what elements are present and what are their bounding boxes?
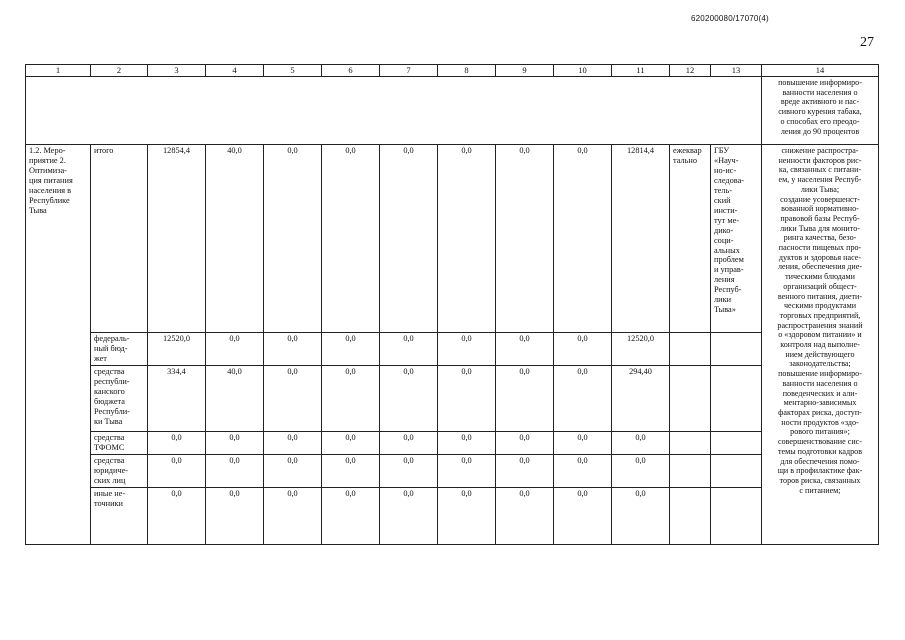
measure-name: 1.2. Меро- приятие 2. Оптимиза- ция питания населения в Республике Тыва — [26, 145, 91, 545]
document-id: 620200080/17070(4) — [691, 14, 769, 23]
executor-cell — [711, 333, 762, 366]
amount-cell: 0,0 — [554, 488, 612, 545]
funding-source: средства ТФОМС — [91, 432, 148, 455]
period-cell — [670, 455, 711, 488]
column-header: 8 — [438, 65, 496, 77]
amount-cell: 334,4 — [148, 366, 206, 432]
amount-cell: 0,0 — [438, 488, 496, 545]
amount-cell: 0,0 — [264, 333, 322, 366]
column-header: 4 — [206, 65, 264, 77]
amount-cell: 0,0 — [322, 333, 380, 366]
amount-cell: 0,0 — [554, 432, 612, 455]
column-number-row — [26, 65, 879, 77]
executor-cell — [711, 432, 762, 455]
continued-result-text: повышение информиро- ванности населения о вреде активного и пас- сивного курения табака, о способах его преодо- ления до 90 процентов — [762, 77, 879, 145]
amount-cell: 0,0 — [380, 455, 438, 488]
amount-cell: 12520,0 — [612, 333, 670, 366]
column-header: 6 — [322, 65, 380, 77]
table-row — [26, 333, 879, 366]
amount-cell: 0,0 — [322, 366, 380, 432]
table-row — [26, 488, 879, 545]
period-cell: ежеквар тально — [670, 145, 711, 333]
period-cell — [670, 366, 711, 432]
column-header: 1 — [26, 65, 91, 77]
result-cell: снижение распростра- ненности факторов рис- ка, связанных с питани- ем, у населения Респуб- лики Тыва; создание усовершенст- вованной нормативно- правовой базы Респуб- лики Тыва для монито- ринга качества, безо- пасности пищевых про- дуктов и здоровья насе- ления, обеспечения дие- тическими блюдами организаций общест- венного питания, диети- ческими продуктами торговых предприятий, распространения знаний о «здоровом питании» и контроля над выполне- нием действующего законодательства; повышение информиро- ванности населения о поведенческих и али- ментарно-зависимых факторах риска, доступ- ности продуктов «здо- рового питания»; совершенствование сис- темы подготовки кадров для обеспечения помо- щи в профилактике фак- торов риска, связанных с питанием; — [762, 145, 879, 545]
executor-cell — [711, 366, 762, 432]
amount-cell: 0,0 — [148, 432, 206, 455]
page-number: 27 — [860, 35, 874, 50]
column-header: 5 — [264, 65, 322, 77]
amount-cell: 0,0 — [612, 488, 670, 545]
column-header: 11 — [612, 65, 670, 77]
amount-cell: 0,0 — [554, 455, 612, 488]
amount-cell: 0,0 — [496, 488, 554, 545]
amount-cell: 0,0 — [264, 432, 322, 455]
amount-cell: 0,0 — [322, 488, 380, 545]
amount-cell: 12854,4 — [148, 145, 206, 333]
amount-cell: 0,0 — [438, 455, 496, 488]
amount-cell: 40,0 — [206, 145, 264, 333]
executor-cell — [711, 488, 762, 545]
amount-cell: 0,0 — [496, 432, 554, 455]
amount-cell: 0,0 — [380, 333, 438, 366]
amount-cell: 0,0 — [554, 145, 612, 333]
column-header: 7 — [380, 65, 438, 77]
table-row — [26, 455, 879, 488]
amount-cell: 0,0 — [380, 432, 438, 455]
amount-cell: 0,0 — [496, 455, 554, 488]
amount-cell: 40,0 — [206, 366, 264, 432]
period-cell — [670, 432, 711, 455]
amount-cell: 12520,0 — [148, 333, 206, 366]
column-header: 14 — [762, 65, 879, 77]
executor-cell — [711, 455, 762, 488]
amount-cell: 0,0 — [206, 488, 264, 545]
period-cell — [670, 488, 711, 545]
amount-cell: 0,0 — [380, 145, 438, 333]
amount-cell: 0,0 — [612, 432, 670, 455]
amount-cell: 0,0 — [206, 333, 264, 366]
amount-cell: 0,0 — [206, 455, 264, 488]
amount-cell: 0,0 — [380, 366, 438, 432]
column-header: 13 — [711, 65, 762, 77]
amount-cell: 0,0 — [322, 432, 380, 455]
amount-cell: 294,40 — [612, 366, 670, 432]
amount-cell: 0,0 — [206, 432, 264, 455]
amount-cell: 0,0 — [496, 145, 554, 333]
amount-cell: 0,0 — [554, 366, 612, 432]
amount-cell: 0,0 — [438, 145, 496, 333]
amount-cell: 0,0 — [554, 333, 612, 366]
column-header: 2 — [91, 65, 148, 77]
amount-cell: 0,0 — [380, 488, 438, 545]
amount-cell: 0,0 — [438, 366, 496, 432]
column-header: 3 — [148, 65, 206, 77]
amount-cell: 0,0 — [264, 488, 322, 545]
funding-source: федераль- ный бюд- жет — [91, 333, 148, 366]
amount-cell: 12814,4 — [612, 145, 670, 333]
table-row — [26, 366, 879, 432]
amount-cell: 0,0 — [496, 366, 554, 432]
column-header: 10 — [554, 65, 612, 77]
column-header: 12 — [670, 65, 711, 77]
amount-cell: 0,0 — [148, 488, 206, 545]
executor-cell: ГБУ «Науч- но-ис- следова- тель- ский инсти- тут ме- дико- соци- альных проблем и управ- ления Респуб- лики Тыва» — [711, 145, 762, 333]
amount-cell: 0,0 — [438, 432, 496, 455]
amount-cell: 0,0 — [438, 333, 496, 366]
funding-source: средства юридиче- ских лиц — [91, 455, 148, 488]
continuation-row — [26, 77, 879, 145]
funding-source: иные не- точники — [91, 488, 148, 545]
amount-cell: 0,0 — [322, 455, 380, 488]
amount-cell: 0,0 — [148, 455, 206, 488]
table-row — [26, 432, 879, 455]
funding-source: средства республи- канского бюджета Республи- ки Тыва — [91, 366, 148, 432]
amount-cell: 0,0 — [322, 145, 380, 333]
amount-cell: 0,0 — [264, 455, 322, 488]
table-row — [26, 145, 879, 333]
amount-cell: 0,0 — [612, 455, 670, 488]
amount-cell: 0,0 — [496, 333, 554, 366]
funding-source: итого — [91, 145, 148, 333]
column-header: 9 — [496, 65, 554, 77]
period-cell — [670, 333, 711, 366]
amount-cell: 0,0 — [264, 145, 322, 333]
amount-cell: 0,0 — [264, 366, 322, 432]
budget-table — [25, 64, 879, 545]
